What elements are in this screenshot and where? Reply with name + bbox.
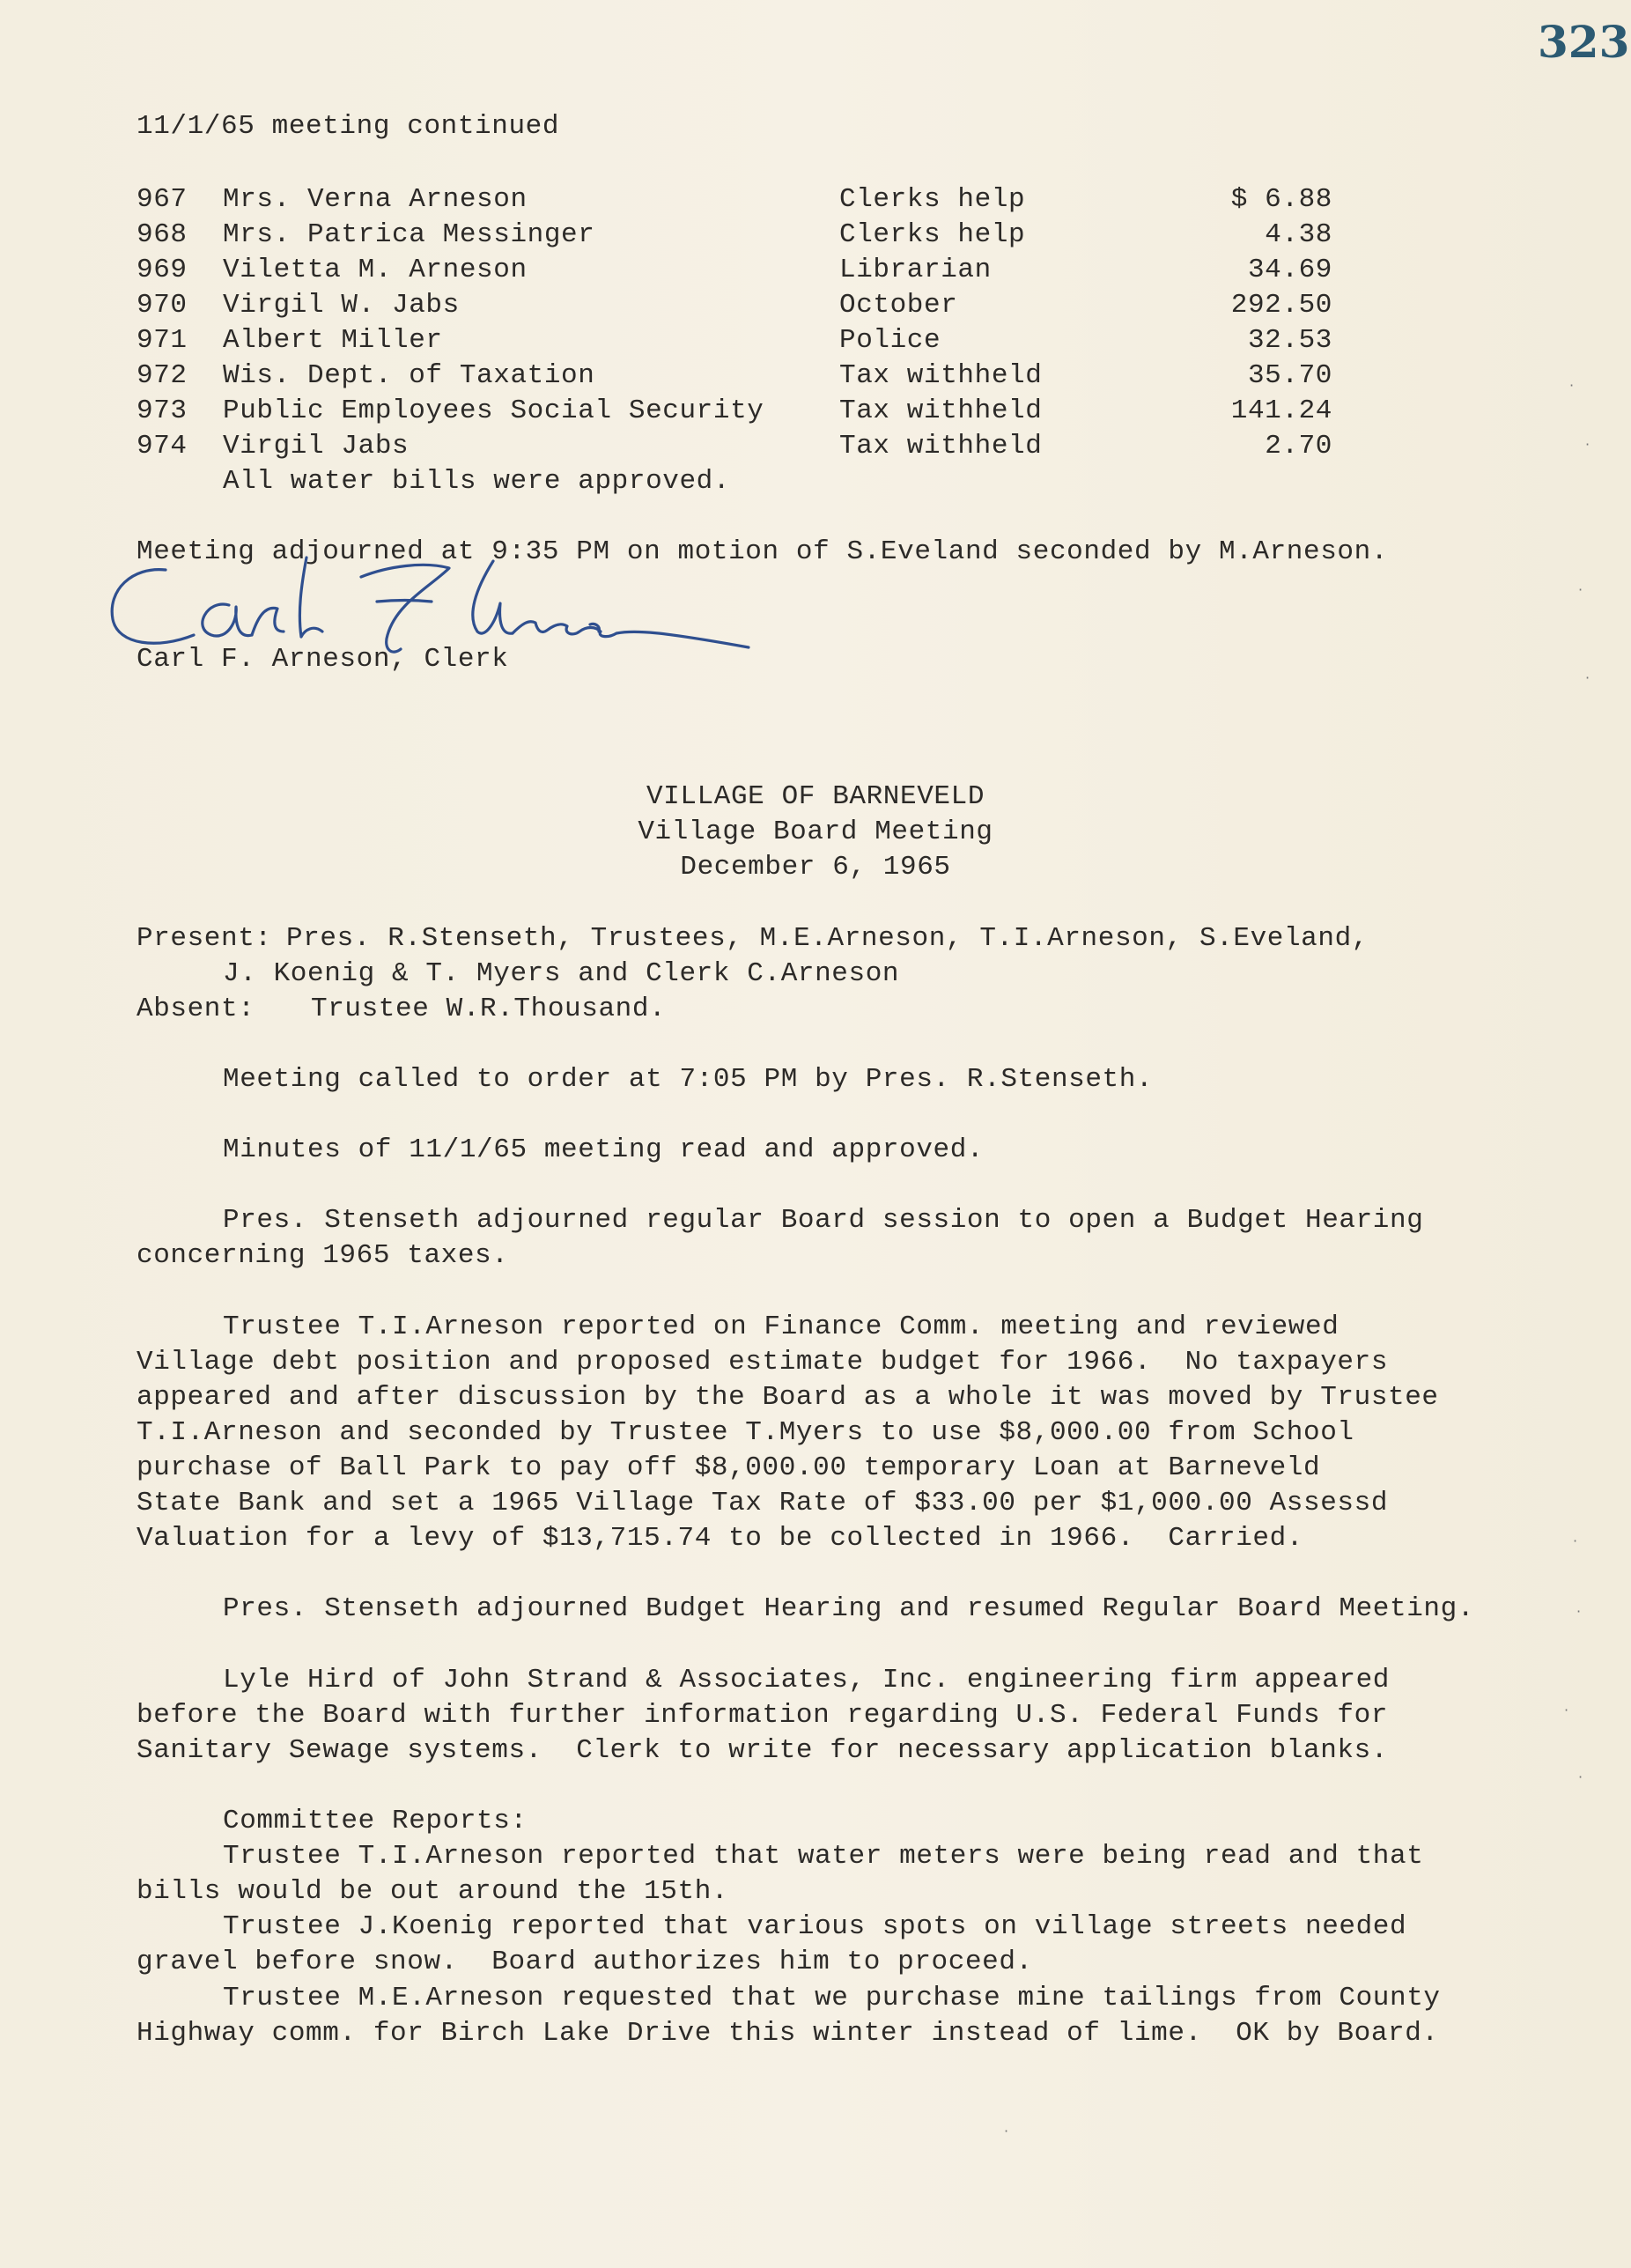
payment-no: 967	[137, 184, 188, 215]
payment-no: 968	[137, 219, 188, 250]
budget-hearing-line: Pres. Stenseth adjourned regular Board session to open a Budget Hearing	[223, 1205, 1424, 1236]
margin-speck: ·	[1004, 2123, 1009, 2139]
payment-amount: 2.70	[1265, 431, 1332, 462]
paragraph-line: Highway comm. for Birch Lake Drive this winter instead of lime. OK by Board.	[137, 2018, 1439, 2049]
paragraph-line: bills would be out around the 15th.	[137, 1876, 729, 1907]
resumed-meeting: Pres. Stenseth adjourned Budget Hearing and resumed Regular Board Meeting.	[223, 1593, 1475, 1624]
payment-no: 972	[137, 360, 188, 391]
payment-desc: Librarian	[839, 255, 992, 285]
payment-name: Mrs. Verna Arneson	[223, 184, 528, 215]
payment-no: 973	[137, 395, 188, 426]
payment-desc: October	[839, 290, 958, 321]
payment-name: Viletta M. Arneson	[223, 255, 528, 285]
payment-amount: 141.24	[1230, 395, 1332, 426]
payment-name: Wis. Dept. of Taxation	[223, 360, 595, 391]
paragraph-line: before the Board with further information regarding U.S. Federal Funds for	[137, 1700, 1389, 1731]
payment-desc: Clerks help	[839, 184, 1026, 215]
water-bills-note: All water bills were approved.	[223, 466, 731, 497]
payment-amount: 292.50	[1230, 290, 1332, 321]
heading-village: VILLAGE OF BARNEVELD	[646, 781, 985, 812]
paragraph-line: appeared and after discussion by the Board as a whole it was moved by Trustee	[137, 1382, 1439, 1413]
adjourned-note: Meeting adjourned at 9:35 PM on motion of S.Eveland seconded by M.Arneson.	[137, 536, 1389, 567]
paragraph-line: Trustee J.Koenig reported that various spots on village streets needed	[223, 1911, 1407, 1942]
absent-label: Absent:	[137, 994, 255, 1024]
payment-desc: Clerks help	[839, 219, 1026, 250]
clerk-signature-line: Carl F. Arneson, Clerk	[137, 644, 509, 675]
called-to-order: Meeting called to order at 7:05 PM by Pres. R.Stenseth.	[223, 1064, 1154, 1095]
payment-desc: Tax withheld	[839, 360, 1043, 391]
absent-list: Trustee W.R.Thousand.	[311, 994, 667, 1024]
committee-reports-label: Committee Reports:	[223, 1806, 528, 1836]
present-list: Pres. R.Stenseth, Trustees, M.E.Arneson, T.I.Arneson, S.Eveland,	[286, 923, 1369, 954]
paragraph-line: State Bank and set a 1965 Village Tax Rate of $33.00 per $1,000.00 Assessd	[137, 1488, 1389, 1518]
payment-no: 969	[137, 255, 188, 285]
margin-speck: ·	[1564, 1702, 1569, 1718]
payment-amount: 32.53	[1247, 325, 1332, 356]
margin-speck: ·	[1573, 1533, 1578, 1549]
present-label: Present:	[137, 923, 272, 954]
heading-meeting: Village Board Meeting	[638, 816, 993, 847]
payment-desc: Tax withheld	[839, 395, 1043, 426]
paragraph-line: Sanitary Sewage systems. Clerk to write for necessary application blanks.	[137, 1735, 1389, 1766]
page-number: 323	[1538, 16, 1630, 68]
payment-desc: Tax withheld	[839, 431, 1043, 462]
paragraph-line: gravel before snow. Board authorizes him to proceed.	[137, 1947, 1033, 1977]
margin-speck: ·	[1578, 581, 1583, 598]
payment-name: Mrs. Patrica Messinger	[223, 219, 595, 250]
payment-name: Virgil Jabs	[223, 431, 410, 462]
paragraph-line: Lyle Hird of John Strand & Associates, Inc. engineering firm appeared	[223, 1665, 1391, 1695]
payment-no: 974	[137, 431, 188, 462]
payment-name: Virgil W. Jabs	[223, 290, 460, 321]
paragraph-line: Valuation for a levy of $13,715.74 to be collected in 1966. Carried.	[137, 1523, 1304, 1554]
paragraph-line: Trustee T.I.Arneson reported that water meters were being read and that	[223, 1841, 1424, 1872]
heading-date: December 6, 1965	[680, 852, 951, 883]
payment-name: Public Employees Social Security	[223, 395, 764, 426]
payment-amount: $ 6.88	[1230, 184, 1332, 215]
payment-amount: 35.70	[1247, 360, 1332, 391]
payment-no: 971	[137, 325, 188, 356]
payment-desc: Police	[839, 325, 941, 356]
payment-amount: 4.38	[1265, 219, 1332, 250]
budget-hearing-line: concerning 1965 taxes.	[137, 1240, 509, 1271]
margin-speck: ·	[1585, 436, 1590, 453]
payment-amount: 34.69	[1247, 255, 1332, 285]
paragraph-line: Village debt position and proposed estimate budget for 1966. No taxpayers	[137, 1347, 1389, 1378]
paragraph-line: T.I.Arneson and seconded by Trustee T.Myers to use $8,000.00 from School	[137, 1417, 1354, 1448]
minutes-approved: Minutes of 11/1/65 meeting read and approved.	[223, 1134, 985, 1165]
payment-no: 970	[137, 290, 188, 321]
present-list-continued: J. Koenig & T. Myers and Clerk C.Arneson	[223, 958, 900, 989]
paragraph-line: purchase of Ball Park to pay off $8,000.00 temporary Loan at Barneveld	[137, 1452, 1321, 1483]
continued-header: 11/1/65 meeting continued	[137, 111, 560, 142]
margin-speck: ·	[1578, 1769, 1583, 1785]
payment-name: Albert Miller	[223, 325, 443, 356]
margin-speck: ·	[1585, 669, 1590, 686]
paragraph-line: Trustee M.E.Arneson requested that we purchase mine tailings from County	[223, 1983, 1441, 2013]
paragraph-line: Trustee T.I.Arneson reported on Finance Comm. meeting and reviewed	[223, 1311, 1339, 1342]
margin-speck: ·	[1569, 377, 1575, 394]
margin-speck: ·	[1576, 1603, 1582, 1620]
